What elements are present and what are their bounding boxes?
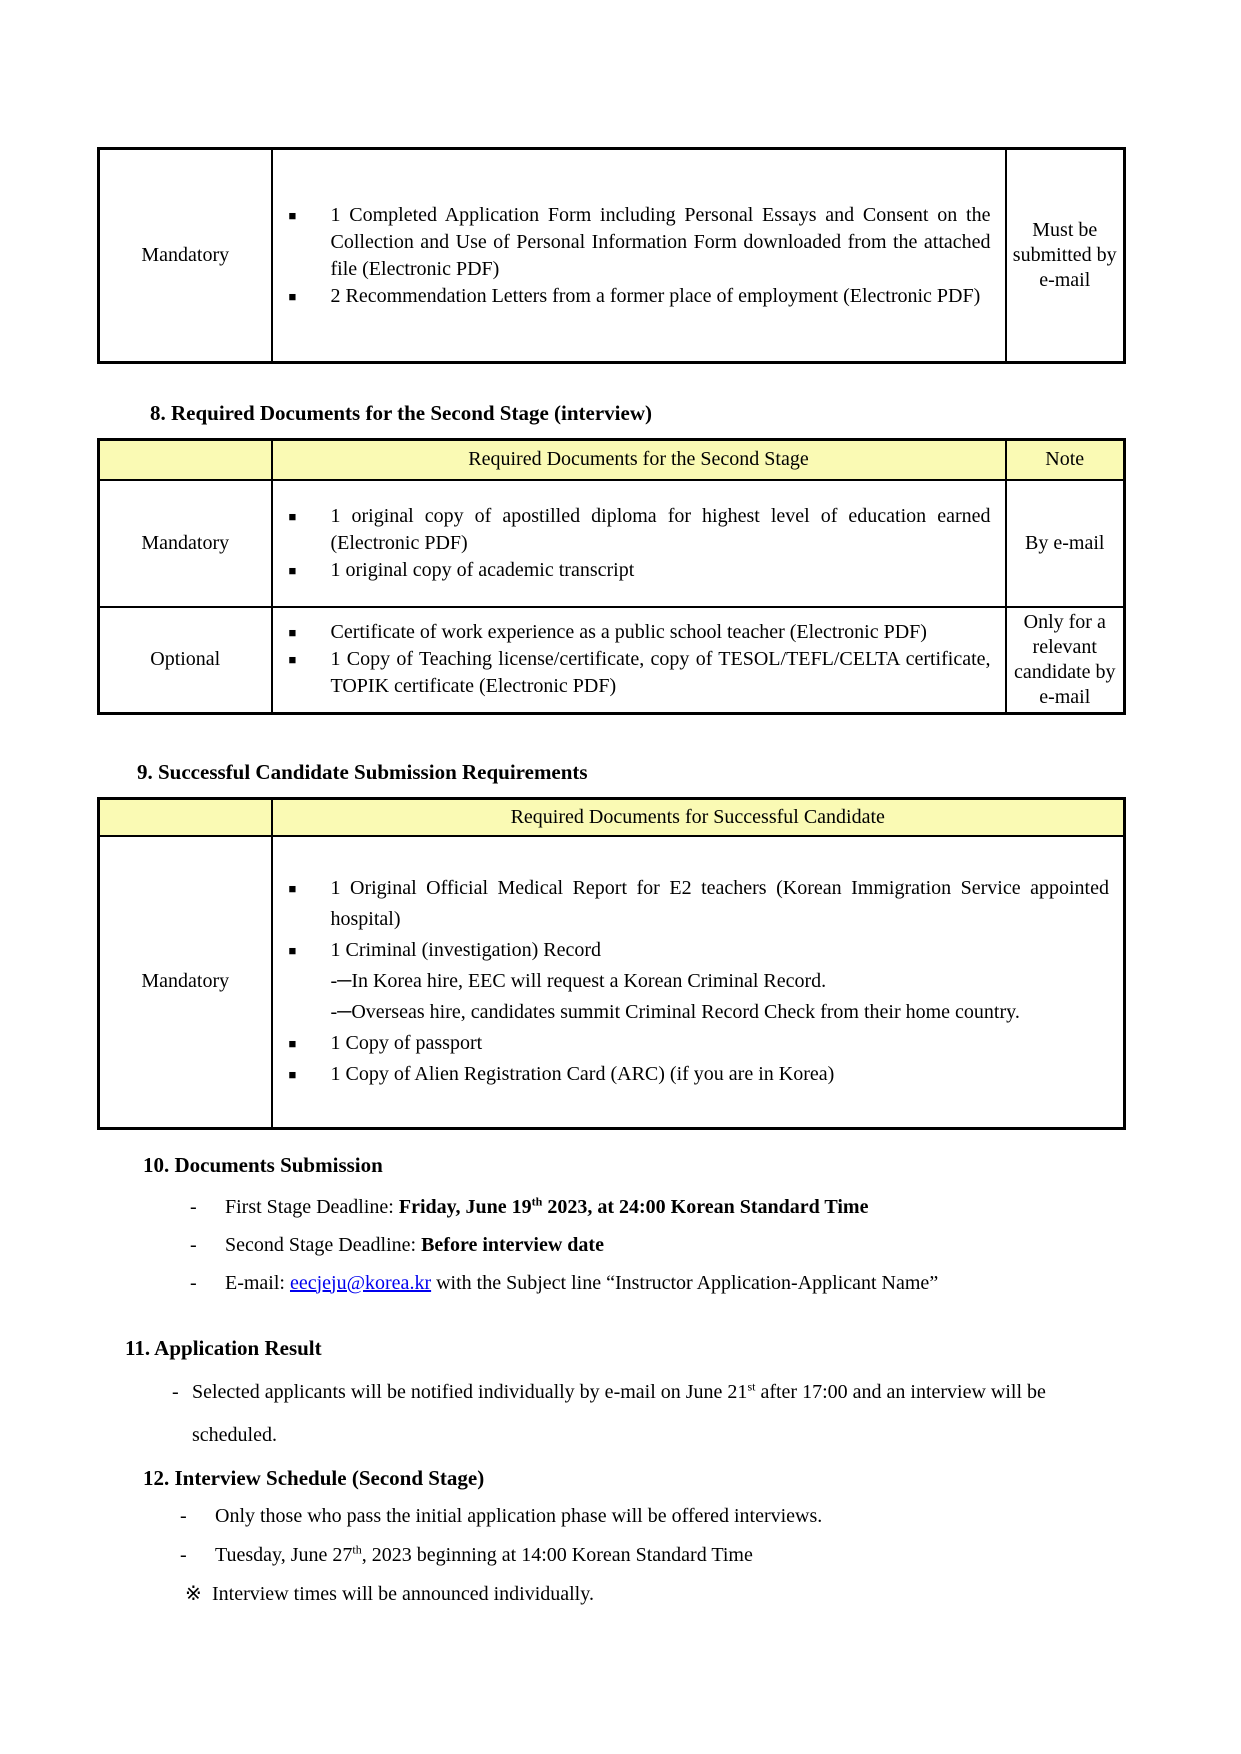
requirement-item (289, 619, 991, 646)
reference-note-text: Interview times will be announced individually. (212, 1582, 594, 1605)
dash-marker: - (180, 1543, 187, 1566)
reference-note (185, 1581, 1241, 1608)
reference-mark-icon: ※ (185, 1582, 202, 1605)
ordinal-suffix: st (747, 1378, 756, 1393)
section12-list (0, 1503, 1241, 1608)
square-bullet-icon: ■ (288, 943, 297, 959)
requirement-text: 1 original copy of academic transcript (330, 558, 635, 581)
carryover-requirements-table (97, 147, 1126, 364)
second-stage-deadline (225, 1232, 1140, 1259)
table-row (99, 149, 1125, 363)
requirement-text: 1 original copy of apostilled diploma for highest level of education earned (Electronic PDF) (330, 504, 991, 554)
first-stage-deadline (225, 1194, 1140, 1221)
email-label: E-mail: (225, 1271, 290, 1294)
result-text-pre: Selected applicants will be notified individually by e-mail on June 21 (192, 1380, 748, 1403)
dash-marker: - (172, 1380, 179, 1403)
square-bullet-icon: ■ (288, 652, 297, 667)
section11-heading: 11. Application Result (125, 1335, 322, 1360)
section10-heading: 10. Documents Submission (143, 1152, 383, 1177)
square-bullet-icon: ■ (288, 562, 297, 578)
dash-marker: - (190, 1271, 197, 1294)
square-bullet-icon: ■ (288, 207, 297, 223)
requirement-text: Certificate of work experience as a public school teacher (Electronic PDF) (330, 621, 927, 643)
table-row (99, 480, 1125, 607)
column-header: Required Documents for Successful Candidate (272, 798, 1125, 836)
empty-header-cell (99, 440, 272, 480)
requirement-item (289, 935, 1110, 966)
list-item (180, 1503, 1130, 1530)
section8-heading: 8. Required Documents for the Second Stage (interview) (150, 401, 653, 425)
deadline-label: Second Stage Deadline: (225, 1233, 422, 1256)
requirement-item (289, 202, 991, 283)
empty-header-cell (99, 798, 272, 836)
square-bullet-icon: ■ (288, 1067, 297, 1083)
requirements-cell (272, 480, 1006, 607)
list-item (180, 1542, 1130, 1569)
email-link[interactable]: eecjeju@korea.kr (289, 1271, 432, 1294)
table-row (99, 836, 1125, 1128)
requirement-sub-item: -─Overseas hire, candidates summit Criminal Record Check from their home country. (330, 1001, 1020, 1024)
list-item (190, 1270, 1140, 1297)
dash-marker: - (180, 1504, 187, 1527)
requirement-item (289, 1059, 1110, 1090)
email-instruction (225, 1270, 1140, 1297)
row-label-mandatory: Mandatory (99, 149, 272, 363)
application-result-item (172, 1371, 1117, 1457)
interview-date-pre: Tuesday, June 27 (215, 1543, 353, 1566)
square-bullet-icon: ■ (288, 881, 297, 897)
deadline-time: 2023, at 24:00 Korean Standard Time (542, 1195, 869, 1218)
section9-table (97, 797, 1126, 1130)
square-bullet-icon: ■ (288, 625, 297, 640)
row-label-mandatory: Mandatory (99, 836, 272, 1128)
square-bullet-icon: ■ (288, 288, 297, 304)
dash-marker: - (190, 1195, 197, 1218)
section8-table (97, 438, 1126, 715)
requirement-text: 1 Criminal (investigation) Record (330, 939, 601, 962)
section9-heading: 9. Successful Candidate Submission Requirements (137, 759, 588, 784)
deadline-value: Before interview date (421, 1233, 604, 1256)
square-bullet-icon: ■ (288, 1036, 297, 1052)
row-label-mandatory: Mandatory (99, 480, 272, 607)
deadline-label: First Stage Deadline: (225, 1195, 399, 1218)
list-item (190, 1232, 1140, 1259)
requirement-item (289, 646, 991, 700)
note-cell: By e-mail (1006, 480, 1125, 607)
list-item (190, 1194, 1140, 1221)
note-header: Note (1006, 440, 1125, 480)
requirement-item (289, 503, 991, 557)
result-text (192, 1371, 1117, 1457)
note-cell: Only for a relevant candidate by e-mail (1006, 607, 1125, 714)
requirement-item (289, 557, 991, 584)
interview-date-post: , 2023 beginning at 14:00 Korean Standard Time (361, 1543, 753, 1566)
requirements-cell (272, 149, 1006, 363)
requirement-item (289, 1028, 1110, 1059)
section10-list (0, 1194, 1241, 1297)
requirement-text: 1 Copy of Alien Registration Card (ARC) (if you are in Korea) (330, 1063, 835, 1086)
requirement-text: 2 Recommendation Letters from a former place of employment (Electronic PDF) (330, 284, 981, 307)
ordinal-suffix: th (352, 1541, 362, 1556)
dash-marker: - (190, 1233, 197, 1256)
requirements-cell (272, 607, 1006, 714)
interview-eligibility-text: Only those who pass the initial application phase will be offered interviews. (215, 1504, 823, 1527)
table-header-row (99, 798, 1125, 836)
deadline-value (398, 1193, 869, 1218)
requirement-text: 1 Copy of passport (330, 1032, 483, 1055)
table-header-row (99, 440, 1125, 480)
requirement-item (289, 283, 991, 310)
requirement-text: 1 Copy of Teaching license/certificate, copy of TESOL/TEFL/CELTA certificate, TOPIK certificate (Electronic PDF) (330, 648, 991, 697)
requirement-text: 1 Original Official Medical Report for E2 teachers (Korean Immigration Service appointed hospital) (330, 877, 1109, 931)
deadline-date: Friday, June 19 (398, 1195, 532, 1218)
section12-heading: 12. Interview Schedule (Second Stage) (143, 1465, 485, 1490)
requirements-cell (272, 836, 1125, 1128)
requirement-sub-item: -─In Korea hire, EEC will request a Korean Criminal Record. (330, 970, 827, 993)
email-subject-note: with the Subject line “Instructor Application-Applicant Name” (431, 1271, 939, 1294)
square-bullet-icon: ■ (288, 508, 297, 524)
note-cell: Must be submitted by e-mail (1006, 149, 1125, 363)
column-header: Required Documents for the Second Stage (272, 440, 1006, 480)
requirement-item (289, 873, 1110, 935)
table-row (99, 607, 1125, 714)
row-label-optional: Optional (99, 607, 272, 714)
interview-date-text (215, 1542, 1130, 1569)
requirement-text: 1 Completed Application Form including Personal Essays and Consent on the Collection and Use of Personal Information Form downloaded from the attached file (Electronic PDF) (330, 203, 991, 280)
ordinal-suffix: th (531, 1193, 543, 1208)
result-text-post: after 17:00 and an interview will be scheduled. (192, 1380, 1046, 1446)
